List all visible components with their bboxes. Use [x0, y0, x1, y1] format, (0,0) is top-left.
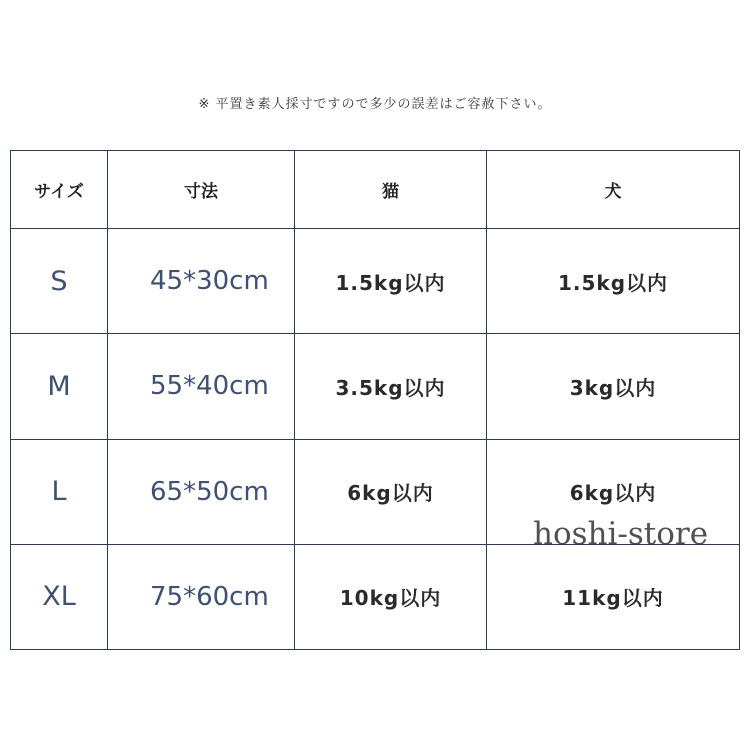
- table-row: [11, 544, 740, 649]
- size-cell: L: [11, 439, 108, 544]
- dog-weight-cell: 11kg以内: [487, 544, 740, 649]
- size-chart-table: [10, 150, 740, 650]
- table-row: [11, 334, 740, 439]
- table-header-row: [11, 151, 740, 229]
- size-cell: M: [11, 334, 108, 439]
- cat-weight-cell: 6kg以内: [295, 439, 487, 544]
- dog-weight-cell: 3kg以内: [487, 334, 740, 439]
- cat-weight-cell: 10kg以内: [295, 544, 487, 649]
- dimensions-cell: 65*50cm: [108, 439, 295, 544]
- cat-weight-cell: 3.5kg以内: [295, 334, 487, 439]
- dimensions-cell: 55*40cm: [108, 334, 295, 439]
- header-cat: 猫: [295, 151, 487, 229]
- header-dog: 犬: [487, 151, 740, 229]
- store-watermark: hoshi-store: [533, 516, 709, 552]
- cat-weight-cell: 1.5kg以内: [295, 229, 487, 334]
- header-size: サイズ: [11, 151, 108, 229]
- header-dimensions: 寸法: [108, 151, 295, 229]
- disclaimer-note: ※ 平置き素人採寸ですので多少の誤差はご容赦下さい。: [198, 97, 552, 112]
- dog-weight-cell: 6kg以内: [487, 439, 740, 544]
- size-cell: S: [11, 229, 108, 334]
- dog-weight-cell: 1.5kg以内: [487, 229, 740, 334]
- size-cell: XL: [11, 544, 108, 649]
- dimensions-cell: 45*30cm: [108, 229, 295, 334]
- table-row: [11, 229, 740, 334]
- dimensions-cell: 75*60cm: [108, 544, 295, 649]
